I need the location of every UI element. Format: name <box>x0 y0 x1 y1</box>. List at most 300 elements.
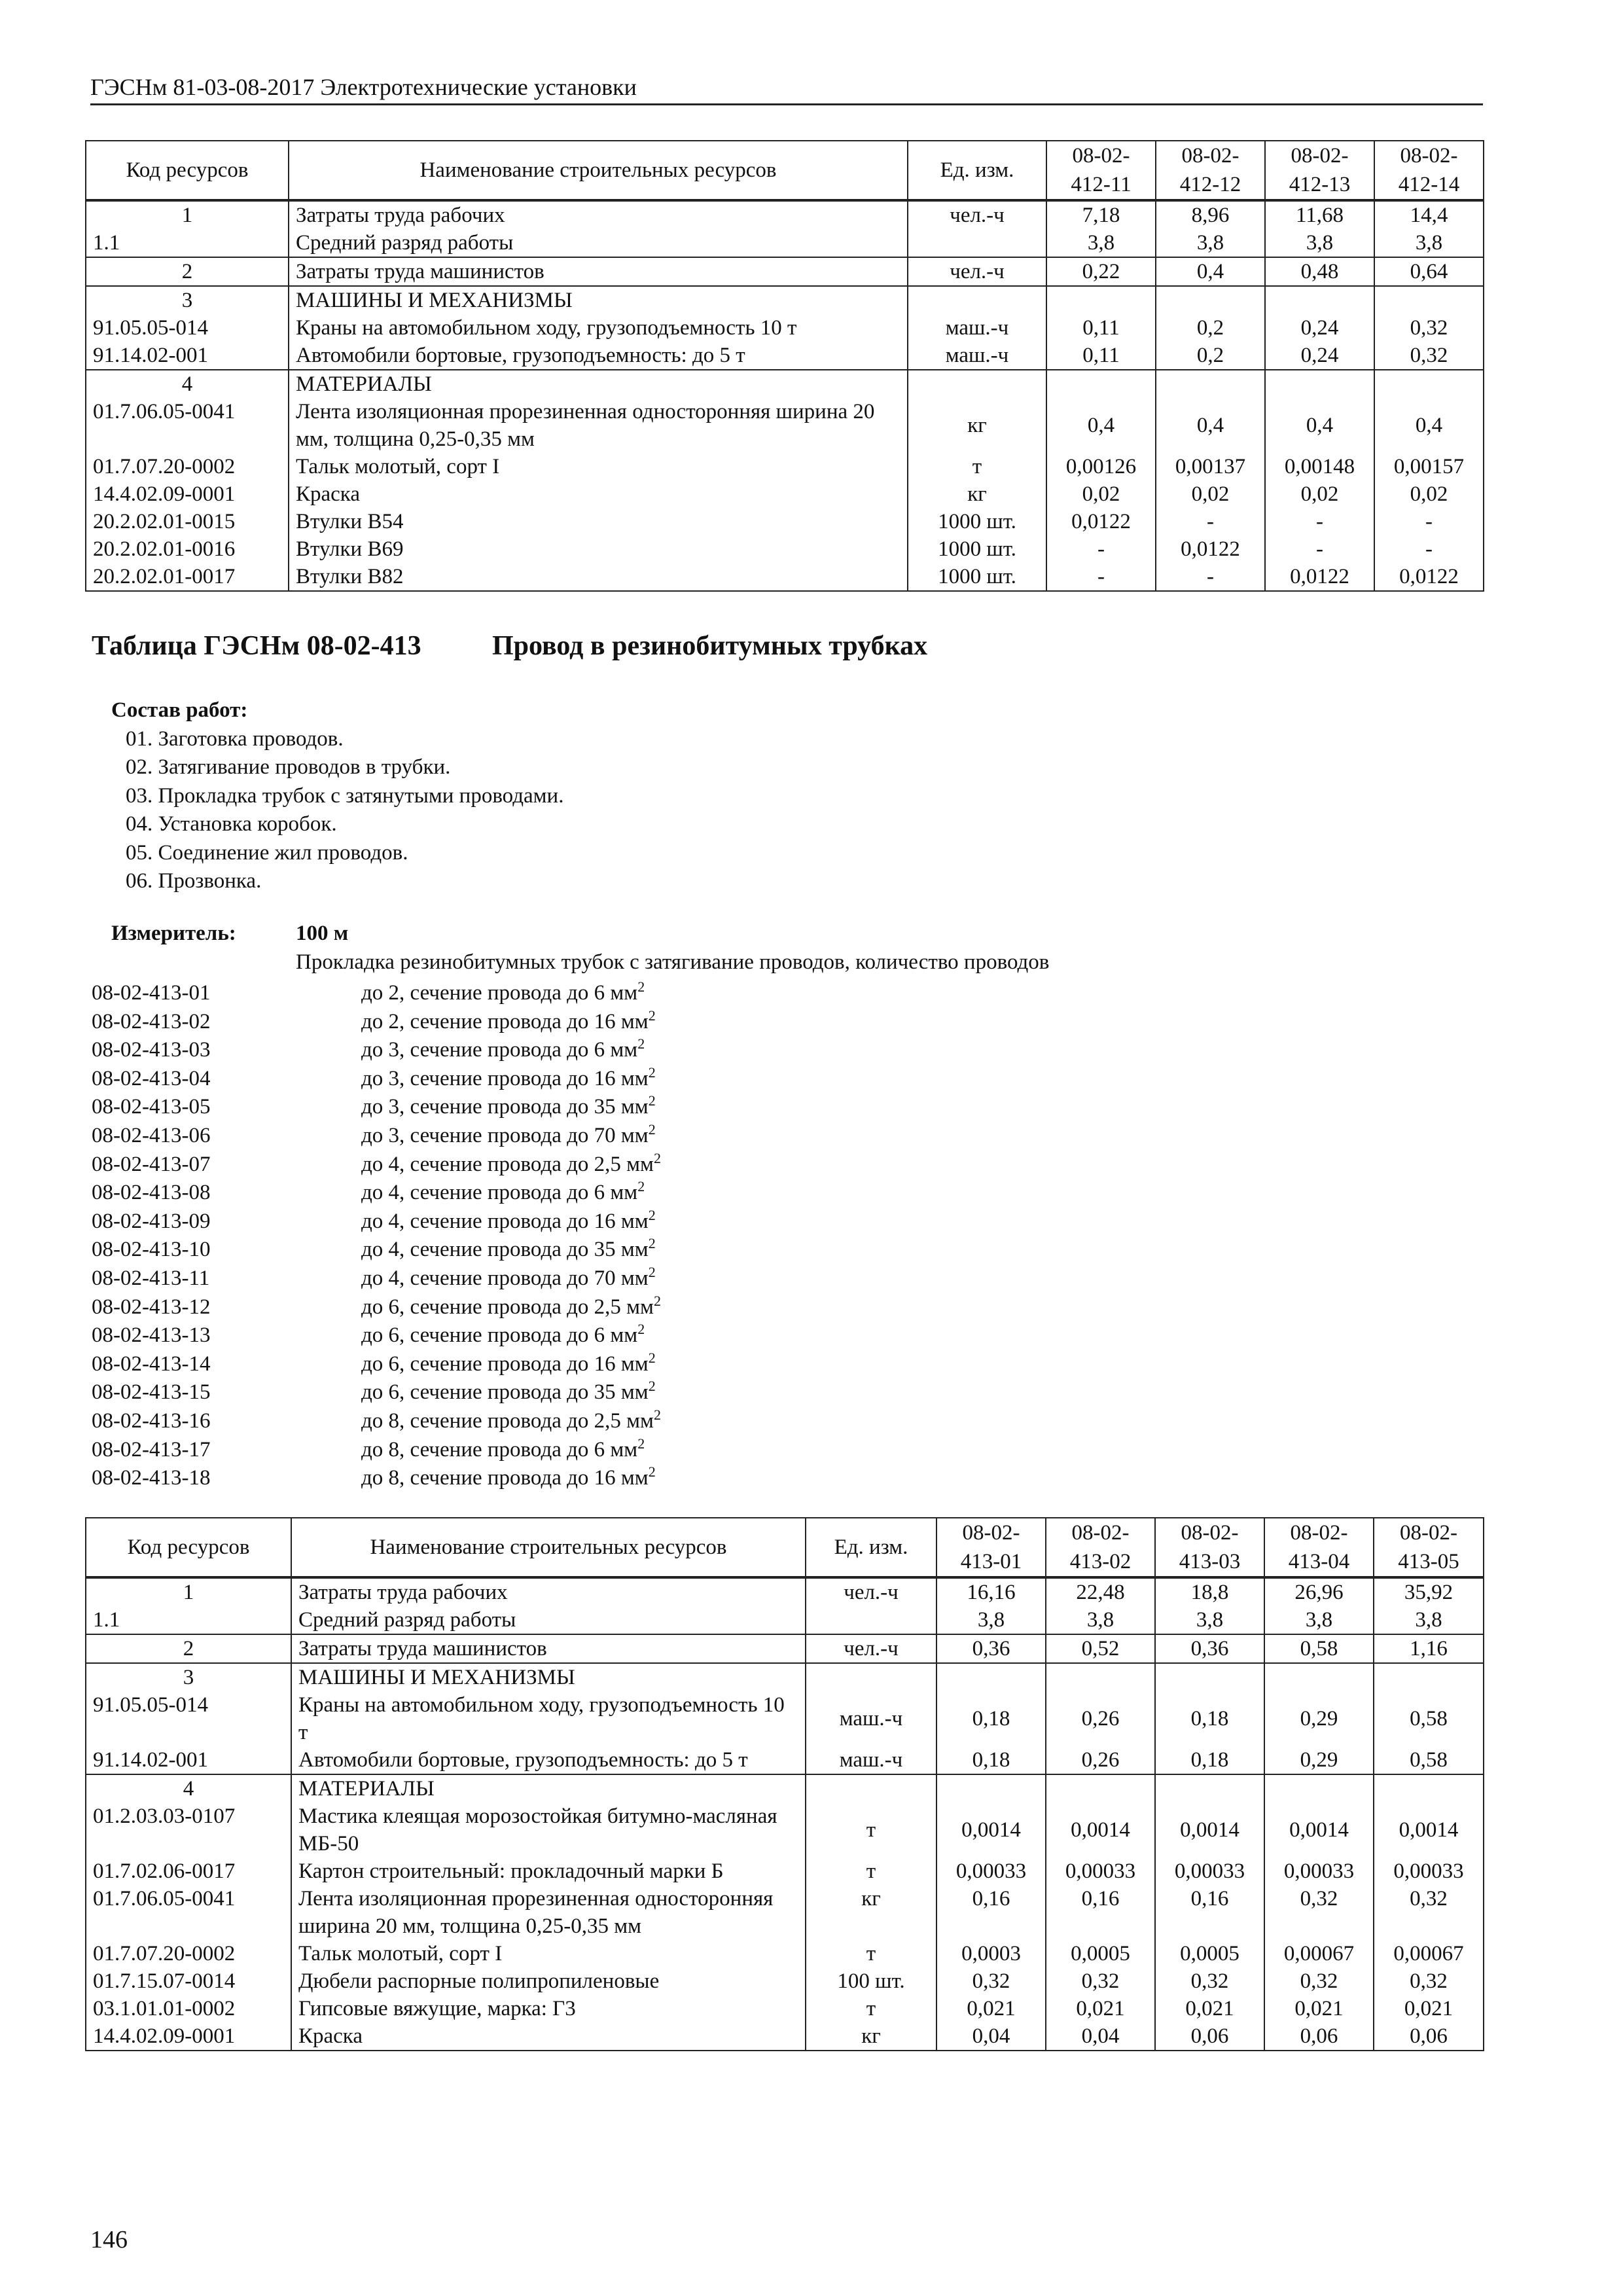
resource-name: Затраты труда рабочих <box>291 1577 806 1606</box>
table-row <box>86 480 1484 508</box>
resource-code: 91.05.05-014 <box>86 314 289 342</box>
resource-name: Средний разряд работы <box>291 1606 806 1634</box>
resource-value: 0,0122 <box>1374 563 1484 591</box>
resource-value: 0,32 <box>1264 1885 1374 1940</box>
resource-value: 0,2 <box>1156 342 1265 370</box>
table-row <box>86 1967 1484 1995</box>
resource-name: Затраты труда рабочих <box>289 200 908 229</box>
norm-text: до 4, сечение провода до 35 мм <box>361 1238 649 1262</box>
resource-unit: чел.-ч <box>806 1577 936 1606</box>
resource-value: 0,021 <box>936 1995 1046 2022</box>
norm-text: до 6, сечение провода до 6 мм <box>361 1323 638 1348</box>
resource-unit: маш.-ч <box>806 1746 936 1774</box>
resource-value: 0,16 <box>1155 1885 1264 1940</box>
resources-table-413 <box>85 1517 1484 2051</box>
resource-value: 3,8 <box>1046 229 1156 257</box>
resource-value <box>1264 1774 1374 1803</box>
column-header: 08-02- 412-12 <box>1156 141 1265 200</box>
resource-value: 0,16 <box>936 1885 1046 1940</box>
resource-value: 0,26 <box>1046 1691 1155 1746</box>
resource-value: 0,18 <box>1155 1691 1264 1746</box>
resource-code: 03.1.01.01-0002 <box>86 1995 291 2022</box>
resource-value <box>1156 286 1265 314</box>
resource-value: 0,11 <box>1046 314 1156 342</box>
norm-code: 08-02-413-04 <box>92 1066 211 1090</box>
table-row <box>86 314 1484 342</box>
table-row <box>86 229 1484 257</box>
resource-value: 0,0014 <box>1264 1803 1374 1857</box>
resource-value: 1,16 <box>1374 1634 1484 1663</box>
norm-text-wrap <box>327 1265 656 1293</box>
resource-value: 0,4 <box>1374 398 1484 453</box>
resource-code: 01.7.15.07-0014 <box>86 1967 291 1995</box>
column-header: 08-02- 413-01 <box>936 1518 1046 1577</box>
table-row <box>86 1746 1484 1774</box>
table-row <box>86 1803 1484 1857</box>
resource-value: 0,24 <box>1265 342 1374 370</box>
norm-code: 08-02-413-05 <box>92 1095 211 1119</box>
column-header: 08-02- 412-13 <box>1265 141 1374 200</box>
resource-code: 1.1 <box>86 229 289 257</box>
resource-value: 0,32 <box>1374 314 1484 342</box>
resource-value: 22,48 <box>1046 1577 1155 1606</box>
norm-item <box>92 1122 661 1151</box>
norm-item <box>92 1208 661 1236</box>
resource-value: 3,8 <box>1374 1606 1484 1634</box>
resource-code: 1.1 <box>86 1606 291 1634</box>
table-row <box>86 1940 1484 1967</box>
resource-name: Краны на автомобильном ходу, грузоподъемность 10 т <box>289 314 908 342</box>
norm-code: 08-02-413-01 <box>92 981 211 1005</box>
norm-text-wrap <box>327 1436 645 1465</box>
resource-code: 91.14.02-001 <box>86 1746 291 1774</box>
resource-value: 0,32 <box>1046 1967 1155 1995</box>
resource-code: 14.4.02.09-0001 <box>86 2022 291 2051</box>
resource-value: 0,0122 <box>1046 508 1156 535</box>
resource-unit: т <box>806 1940 936 1967</box>
resource-value: 0,00067 <box>1264 1940 1374 1967</box>
superscript: 2 <box>653 1292 661 1309</box>
superscript: 2 <box>648 1121 656 1138</box>
norm-code: 08-02-413-08 <box>92 1181 211 1205</box>
resource-value: 0,00033 <box>1374 1857 1484 1885</box>
table-row <box>86 342 1484 370</box>
table-number: Таблица ГЭСНм 08-02-413 <box>92 631 421 661</box>
resource-value <box>1264 1663 1374 1691</box>
table-row <box>86 1577 1484 1606</box>
resource-value: 35,92 <box>1374 1577 1484 1606</box>
column-header: Код ресурсов <box>86 141 289 200</box>
resource-value: - <box>1046 563 1156 591</box>
resource-code: 4 <box>86 1774 291 1803</box>
norm-item <box>92 1065 661 1094</box>
resource-value: 0,32 <box>1374 1885 1484 1940</box>
column-header: Наименование строительных ресурсов <box>291 1518 806 1577</box>
resource-value: 0,58 <box>1374 1691 1484 1746</box>
resource-value <box>936 1663 1046 1691</box>
resource-value <box>1265 286 1374 314</box>
norm-text: до 8, сечение провода до 2,5 мм <box>361 1408 654 1433</box>
resource-code: 14.4.02.09-0001 <box>86 480 289 508</box>
resource-name: МАТЕРИАЛЫ <box>291 1774 806 1803</box>
resource-value: 0,4 <box>1265 398 1374 453</box>
resource-code: 2 <box>86 257 289 286</box>
table-row <box>86 535 1484 563</box>
resource-code: 01.7.02.06-0017 <box>86 1857 291 1885</box>
resource-value: 0,0014 <box>1155 1803 1264 1857</box>
norm-text: до 6, сечение провода до 16 мм <box>361 1352 649 1376</box>
resource-value: 0,06 <box>1264 2022 1374 2051</box>
norm-code: 08-02-413-13 <box>92 1323 211 1348</box>
norm-item <box>92 1293 661 1322</box>
resource-value: - <box>1374 535 1484 563</box>
resource-code: 91.14.02-001 <box>86 342 289 370</box>
table-row <box>86 563 1484 591</box>
measure-value: 100 м <box>296 922 349 945</box>
table-heading <box>92 630 927 662</box>
column-header: 08-02- 413-04 <box>1264 1518 1374 1577</box>
resource-value <box>1374 1774 1484 1803</box>
resource-value: 0,16 <box>1046 1885 1155 1940</box>
norm-text-wrap <box>327 1008 656 1037</box>
resource-value: - <box>1374 508 1484 535</box>
resource-value <box>1374 1663 1484 1691</box>
superscript: 2 <box>648 1349 656 1366</box>
resource-unit: т <box>908 453 1046 480</box>
norm-text-wrap <box>327 1464 656 1493</box>
resource-value: 0,26 <box>1046 1746 1155 1774</box>
norm-code: 08-02-413-15 <box>92 1380 211 1405</box>
resource-value <box>1155 1663 1264 1691</box>
norm-text-wrap <box>327 1179 645 1208</box>
norm-code: 08-02-413-12 <box>92 1295 211 1319</box>
superscript: 2 <box>648 1263 656 1280</box>
resource-value: 0,52 <box>1046 1634 1155 1663</box>
norm-text: до 8, сечение провода до 6 мм <box>361 1437 638 1462</box>
resource-unit: 100 шт. <box>806 1967 936 1995</box>
resource-code: 1 <box>86 200 289 229</box>
norm-code: 08-02-413-11 <box>92 1266 210 1290</box>
work-step: 01. Заготовка проводов. <box>126 726 344 751</box>
resource-unit: кг <box>908 480 1046 508</box>
resource-value: 3,8 <box>1264 1606 1374 1634</box>
norm-text: до 3, сечение провода до 35 мм <box>361 1095 649 1119</box>
superscript: 2 <box>637 1035 645 1052</box>
resource-value: 0,00033 <box>1155 1857 1264 1885</box>
table-row <box>86 1691 1484 1746</box>
resource-unit: 1000 шт. <box>908 535 1046 563</box>
resource-name: Затраты труда машинистов <box>289 257 908 286</box>
column-header: Ед. изм. <box>908 141 1046 200</box>
resource-value: 7,18 <box>1046 200 1156 229</box>
resource-value <box>1155 1774 1264 1803</box>
norm-item <box>92 1464 661 1493</box>
superscript: 2 <box>648 1235 656 1252</box>
norm-item <box>92 1008 661 1037</box>
resource-value: - <box>1265 535 1374 563</box>
resource-code: 20.2.02.01-0016 <box>86 535 289 563</box>
resource-name: Краска <box>289 480 908 508</box>
table-row <box>86 257 1484 286</box>
resource-value: 0,24 <box>1265 314 1374 342</box>
superscript: 2 <box>637 1435 645 1452</box>
resource-code: 3 <box>86 1663 291 1691</box>
resource-unit <box>806 1606 936 1634</box>
norm-text: до 2, сечение провода до 6 мм <box>361 981 638 1005</box>
resource-unit: чел.-ч <box>908 257 1046 286</box>
resource-value: 0,48 <box>1265 257 1374 286</box>
resource-unit <box>908 370 1046 398</box>
norm-text: до 3, сечение провода до 70 мм <box>361 1123 649 1147</box>
resource-value <box>1046 1663 1155 1691</box>
resource-value: 0,0014 <box>1374 1803 1484 1857</box>
norm-item <box>92 1036 661 1065</box>
norm-code: 08-02-413-06 <box>92 1123 211 1147</box>
table-row <box>86 1774 1484 1803</box>
resource-value: 0,18 <box>936 1691 1046 1746</box>
column-header: Ед. изм. <box>806 1518 936 1577</box>
resource-value: 0,32 <box>1264 1967 1374 1995</box>
resource-unit: чел.-ч <box>908 200 1046 229</box>
resource-name: Втулки В82 <box>289 563 908 591</box>
resource-unit: кг <box>806 2022 936 2051</box>
column-header: 08-02- 413-03 <box>1155 1518 1264 1577</box>
resource-unit: маш.-ч <box>908 342 1046 370</box>
resource-unit: 1000 шт. <box>908 563 1046 591</box>
norm-code: 08-02-413-02 <box>92 1009 211 1033</box>
resource-name: Лента изоляционная прорезиненная односторонняя ширина 20 мм, толщина 0,25-0,35 мм <box>291 1885 806 1940</box>
resource-value: 0,4 <box>1156 398 1265 453</box>
resource-value: 0,29 <box>1264 1746 1374 1774</box>
superscript: 2 <box>648 1378 656 1395</box>
norm-text: до 4, сечение провода до 70 мм <box>361 1266 649 1290</box>
resource-value: 3,8 <box>936 1606 1046 1634</box>
resource-value <box>1046 1774 1155 1803</box>
norm-text-wrap <box>327 1350 656 1379</box>
resource-value: 0,0122 <box>1156 535 1265 563</box>
table-row <box>86 2022 1484 2051</box>
norm-code: 08-02-413-17 <box>92 1437 211 1462</box>
table-row <box>86 200 1484 229</box>
norm-text: до 4, сечение провода до 16 мм <box>361 1209 649 1233</box>
resource-value: 0,021 <box>1155 1995 1264 2022</box>
superscript: 2 <box>653 1149 661 1166</box>
resource-value: 0,22 <box>1046 257 1156 286</box>
norm-text: до 6, сечение провода до 2,5 мм <box>361 1295 654 1319</box>
resource-unit <box>908 229 1046 257</box>
column-header: 08-02- 412-14 <box>1374 141 1484 200</box>
norm-item <box>92 1436 661 1465</box>
norm-code: 08-02-413-03 <box>92 1038 211 1062</box>
column-header: Наименование строительных ресурсов <box>289 141 908 200</box>
superscript: 2 <box>648 1092 656 1109</box>
superscript: 2 <box>648 1463 656 1480</box>
norm-text: до 4, сечение провода до 6 мм <box>361 1181 638 1205</box>
norm-code: 08-02-413-14 <box>92 1352 211 1376</box>
resource-value: 0,11 <box>1046 342 1156 370</box>
resource-name: Тальк молотый, сорт I <box>289 453 908 480</box>
resource-value: 3,8 <box>1374 229 1484 257</box>
norm-code: 08-02-413-10 <box>92 1238 211 1262</box>
norm-item <box>92 1378 661 1407</box>
resource-name: Тальк молотый, сорт I <box>291 1940 806 1967</box>
norm-text-wrap <box>327 1036 645 1065</box>
resource-unit: т <box>806 1857 936 1885</box>
norm-text-wrap <box>327 1293 661 1322</box>
table-row <box>86 1606 1484 1634</box>
norm-item <box>92 1151 661 1179</box>
table-row <box>86 286 1484 314</box>
resource-value: 0,00033 <box>1046 1857 1155 1885</box>
running-header: ГЭСНм 81-03-08-2017 Электротехнические установки <box>90 73 1483 105</box>
resource-name: Автомобили бортовые, грузоподъемность: до 5 т <box>291 1746 806 1774</box>
resource-value: - <box>1156 563 1265 591</box>
norm-item <box>92 1093 661 1122</box>
resource-unit: маш.-ч <box>806 1691 936 1746</box>
work-step: 06. Прозвонка. <box>126 869 262 893</box>
work-step: 02. Затягивание проводов в трубки. <box>126 755 451 779</box>
resource-value: 0,021 <box>1046 1995 1155 2022</box>
superscript: 2 <box>653 1406 661 1423</box>
resource-code: 3 <box>86 286 289 314</box>
resource-value: 0,32 <box>1155 1967 1264 1995</box>
resource-value: - <box>1156 508 1265 535</box>
resource-unit: маш.-ч <box>908 314 1046 342</box>
resource-value: 0,00157 <box>1374 453 1484 480</box>
resource-value <box>1374 370 1484 398</box>
resource-name: Дюбели распорные полипропиленовые <box>291 1967 806 1995</box>
table-row <box>86 1634 1484 1663</box>
resource-code: 01.7.07.20-0002 <box>86 453 289 480</box>
resource-name: Картон строительный: прокладочный марки Б <box>291 1857 806 1885</box>
resource-code: 2 <box>86 1634 291 1663</box>
resource-value: 0,021 <box>1374 1995 1484 2022</box>
resource-code: 01.7.06.05-0041 <box>86 1885 291 1940</box>
resource-value <box>1046 286 1156 314</box>
resource-name: Мастика клеящая морозостойкая битумно-масляная МБ-50 <box>291 1803 806 1857</box>
resource-unit: т <box>806 1995 936 2022</box>
resource-value: 0,0122 <box>1265 563 1374 591</box>
work-step: 03. Прокладка трубок с затянутыми проводами. <box>126 783 564 808</box>
resource-value <box>1374 286 1484 314</box>
resource-name: Втулки В69 <box>289 535 908 563</box>
resource-value: 14,4 <box>1374 200 1484 229</box>
resource-value: - <box>1265 508 1374 535</box>
norm-text: до 6, сечение провода до 35 мм <box>361 1380 649 1405</box>
resource-name: Автомобили бортовые, грузоподъемность: до 5 т <box>289 342 908 370</box>
resource-name: Затраты труда машинистов <box>291 1634 806 1663</box>
resource-name: Втулки В54 <box>289 508 908 535</box>
norm-text-wrap <box>327 1407 661 1436</box>
resource-name: Краны на автомобильном ходу, грузоподъемность 10 т <box>291 1691 806 1746</box>
resource-code: 20.2.02.01-0015 <box>86 508 289 535</box>
resource-value: 0,00126 <box>1046 453 1156 480</box>
resource-value: 0,32 <box>1374 1967 1484 1995</box>
page-number: 146 <box>90 2226 128 2253</box>
resource-unit: 1000 шт. <box>908 508 1046 535</box>
resource-value: 16,16 <box>936 1577 1046 1606</box>
norm-text-wrap <box>327 979 645 1008</box>
measure-description: Прокладка резинобитумных трубок с затягивание проводов, количество проводов <box>296 950 1050 974</box>
resource-unit <box>806 1774 936 1803</box>
resource-name: МАТЕРИАЛЫ <box>289 370 908 398</box>
resource-value <box>1156 370 1265 398</box>
resource-code: 1 <box>86 1577 291 1606</box>
table-row <box>86 1857 1484 1885</box>
norm-text-wrap <box>327 1122 656 1151</box>
norm-code: 08-02-413-09 <box>92 1209 211 1233</box>
resource-unit: т <box>806 1803 936 1857</box>
norm-text-wrap <box>327 1093 656 1122</box>
norm-text: до 3, сечение провода до 16 мм <box>361 1066 649 1090</box>
resource-value: 0,4 <box>1156 257 1265 286</box>
resource-value: 0,0005 <box>1155 1940 1264 1967</box>
resource-value: 0,0003 <box>936 1940 1046 1967</box>
resource-value: 3,8 <box>1155 1606 1264 1634</box>
norm-text: до 4, сечение провода до 2,5 мм <box>361 1152 654 1176</box>
resource-unit <box>806 1663 936 1691</box>
resource-unit <box>908 286 1046 314</box>
superscript: 2 <box>637 1178 645 1195</box>
resource-value: 3,8 <box>1265 229 1374 257</box>
resource-name: МАШИНЫ И МЕХАНИЗМЫ <box>291 1663 806 1691</box>
norm-text: до 2, сечение провода до 16 мм <box>361 1009 649 1033</box>
resource-name: Гипсовые вяжущие, марка: Г3 <box>291 1995 806 2022</box>
resource-value: 0,64 <box>1374 257 1484 286</box>
resource-value: 0,02 <box>1265 480 1374 508</box>
column-header: 08-02- 412-11 <box>1046 141 1156 200</box>
resource-code: 01.7.06.05-0041 <box>86 398 289 453</box>
norm-item <box>92 1407 661 1436</box>
resource-value: 3,8 <box>1156 229 1265 257</box>
resource-value: 0,02 <box>1156 480 1265 508</box>
measure-label: Измеритель: <box>111 922 236 945</box>
work-composition-label: Состав работ: <box>111 698 248 722</box>
norm-text-wrap <box>327 1065 656 1094</box>
resource-value: 0,32 <box>936 1967 1046 1995</box>
norm-item <box>92 1236 661 1265</box>
resource-unit: кг <box>806 1885 936 1940</box>
table-row <box>86 1663 1484 1691</box>
resource-value: 0,4 <box>1046 398 1156 453</box>
norm-code: 08-02-413-16 <box>92 1408 211 1433</box>
resource-code: 4 <box>86 370 289 398</box>
table-row <box>86 1885 1484 1940</box>
resource-code: 01.2.03.03-0107 <box>86 1803 291 1857</box>
resource-value: 0,00033 <box>936 1857 1046 1885</box>
resource-value: 0,02 <box>1046 480 1156 508</box>
resource-value: 0,36 <box>936 1634 1046 1663</box>
resources-table-412 <box>85 140 1484 592</box>
column-header: 08-02- 413-02 <box>1046 1518 1155 1577</box>
work-composition <box>111 696 563 896</box>
resource-value: 0,58 <box>1264 1634 1374 1663</box>
norm-item <box>92 1179 661 1208</box>
resource-value: 0,00148 <box>1265 453 1374 480</box>
resource-value: 0,04 <box>936 2022 1046 2051</box>
norm-text-wrap <box>327 1208 656 1236</box>
resource-value: 0,36 <box>1155 1634 1264 1663</box>
superscript: 2 <box>637 1321 645 1338</box>
table-row <box>86 370 1484 398</box>
resource-value: 0,18 <box>1155 1746 1264 1774</box>
norm-text: до 3, сечение провода до 6 мм <box>361 1038 638 1062</box>
resource-value: 0,00137 <box>1156 453 1265 480</box>
resource-value: 0,0014 <box>1046 1803 1155 1857</box>
resource-code: 20.2.02.01-0017 <box>86 563 289 591</box>
work-step: 04. Установка коробок. <box>126 812 337 836</box>
resource-value: 0,0014 <box>936 1803 1046 1857</box>
